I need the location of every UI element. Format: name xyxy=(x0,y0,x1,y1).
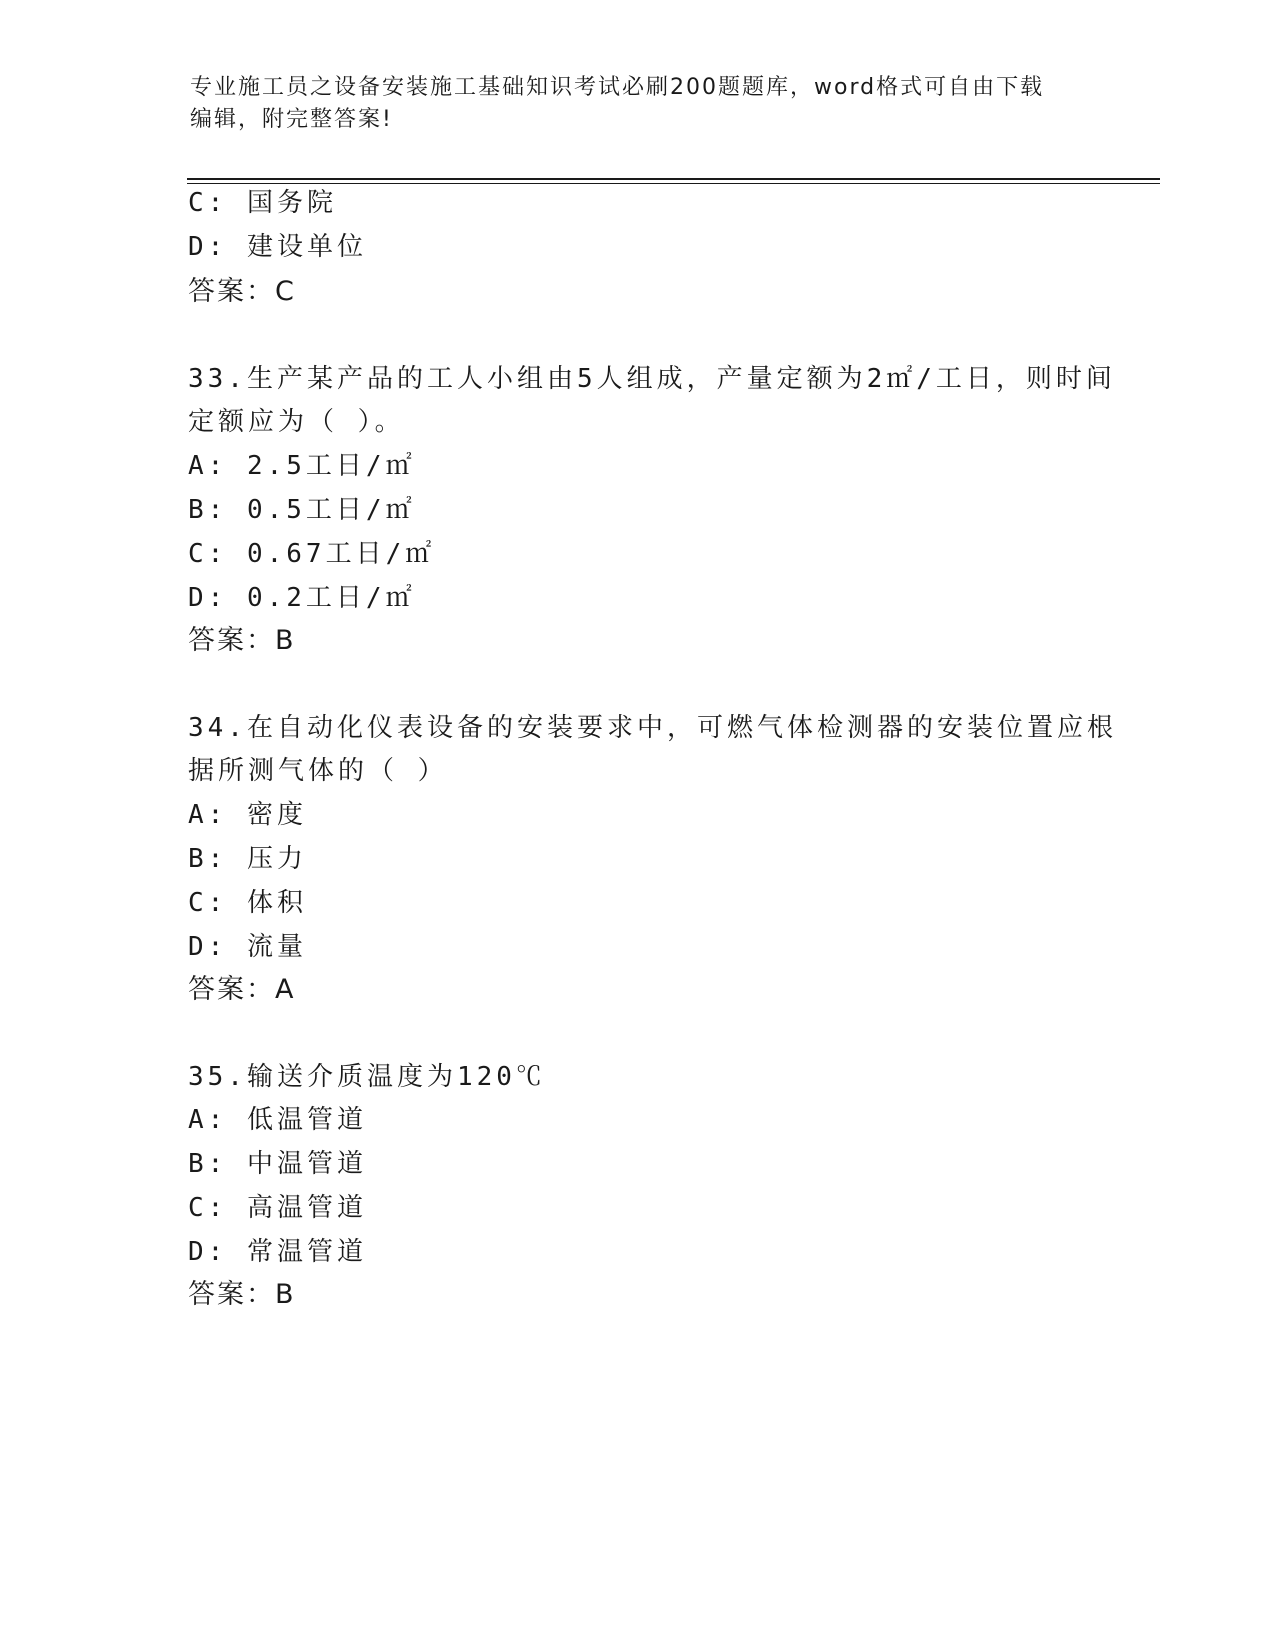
q33-stem-line2: 定额应为（ ）。 xyxy=(188,407,405,437)
q35-option-b: B: 中温管道 xyxy=(188,1149,367,1179)
q35-option-c: C: 高温管道 xyxy=(188,1193,367,1223)
q35-option-d: D: 常温管道 xyxy=(188,1237,367,1267)
q33-answer: 答案：B xyxy=(188,625,296,656)
q33-option-b: B: 0.5工日/㎡ xyxy=(188,495,416,525)
q33-option-a: A: 2.5工日/㎡ xyxy=(188,451,416,481)
q35-stem-line1: 35.输送介质温度为120℃ xyxy=(188,1062,546,1092)
q34-stem-line1: 34.在自动化仪表设备的安装要求中，可燃气体检测器的安装位置应根 xyxy=(188,713,1117,743)
prev-option-c: C: 国务院 xyxy=(188,188,337,218)
prev-answer: 答案：C xyxy=(188,276,296,307)
document-header xyxy=(190,72,1090,136)
q34-option-c: C: 体积 xyxy=(188,888,307,918)
header-title-line1: 专业施工员之设备安装施工基础知识考试必刷200题题库，word格式可自由下载 xyxy=(190,75,1045,100)
q33-option-d: D: 0.2工日/㎡ xyxy=(188,583,416,613)
q33-stem-line1: 33.生产某产品的工人小组由5人组成，产量定额为2㎡/工日，则时间 xyxy=(188,364,1116,394)
q34-answer: 答案：A xyxy=(188,974,296,1005)
prev-option-d: D: 建设单位 xyxy=(188,232,367,262)
header-divider-thin xyxy=(187,183,1160,184)
q34-option-a: A: 密度 xyxy=(188,800,307,830)
header-divider-thick xyxy=(187,178,1160,180)
header-title-line2: 编辑，附完整答案! xyxy=(190,107,393,132)
q34-stem-line2: 据所测气体的（ ） xyxy=(188,756,448,786)
q33-option-c: C: 0.67工日/㎡ xyxy=(188,539,436,569)
q34-option-b: B: 压力 xyxy=(188,844,307,874)
q35-option-a: A: 低温管道 xyxy=(188,1105,367,1135)
q34-option-d: D: 流量 xyxy=(188,932,307,962)
q35-answer: 答案：B xyxy=(188,1279,296,1310)
